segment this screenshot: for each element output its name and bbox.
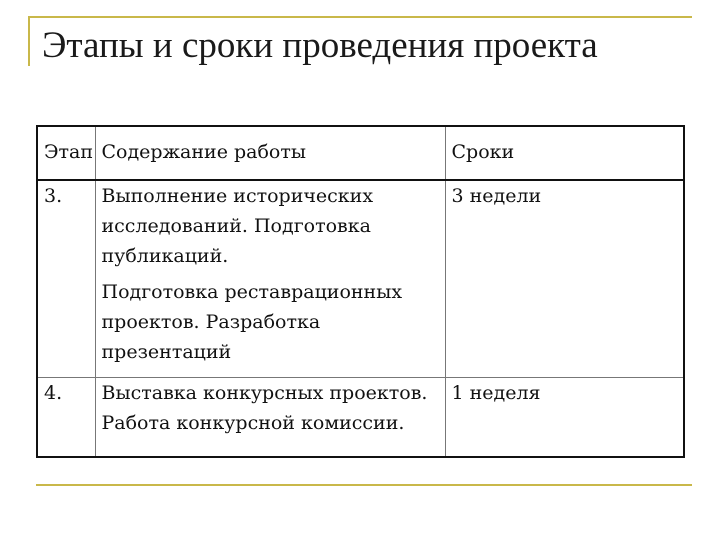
bottom-rule bbox=[36, 484, 692, 486]
stage-term: 3 недели bbox=[445, 180, 684, 378]
stages-table bbox=[36, 125, 685, 458]
header-content: Содержание работы bbox=[95, 126, 445, 180]
stage-term: 1 неделя bbox=[445, 378, 684, 458]
header-term: Сроки bbox=[445, 126, 684, 180]
work-content-paragraph: Подготовка реставрационных проектов. Разработка презентаций bbox=[101, 281, 403, 363]
work-content bbox=[95, 378, 445, 458]
slide-title: Этапы и сроки проведения проекта bbox=[42, 25, 598, 66]
work-content-paragraph: Выставка конкурсных проектов. Работа конкурсной комиссии. bbox=[101, 382, 428, 434]
title-left-rule bbox=[28, 16, 30, 66]
table-header-row bbox=[37, 126, 684, 180]
table-row bbox=[37, 180, 684, 378]
work-content bbox=[95, 180, 445, 378]
work-content-paragraph: Выполнение исторических исследований. Подготовка публикаций. bbox=[101, 185, 374, 267]
stage-number: 3. bbox=[37, 180, 95, 378]
title-top-rule bbox=[28, 16, 692, 18]
header-stage: Этап bbox=[37, 126, 95, 180]
stage-number: 4. bbox=[37, 378, 95, 458]
table-row bbox=[37, 378, 684, 458]
